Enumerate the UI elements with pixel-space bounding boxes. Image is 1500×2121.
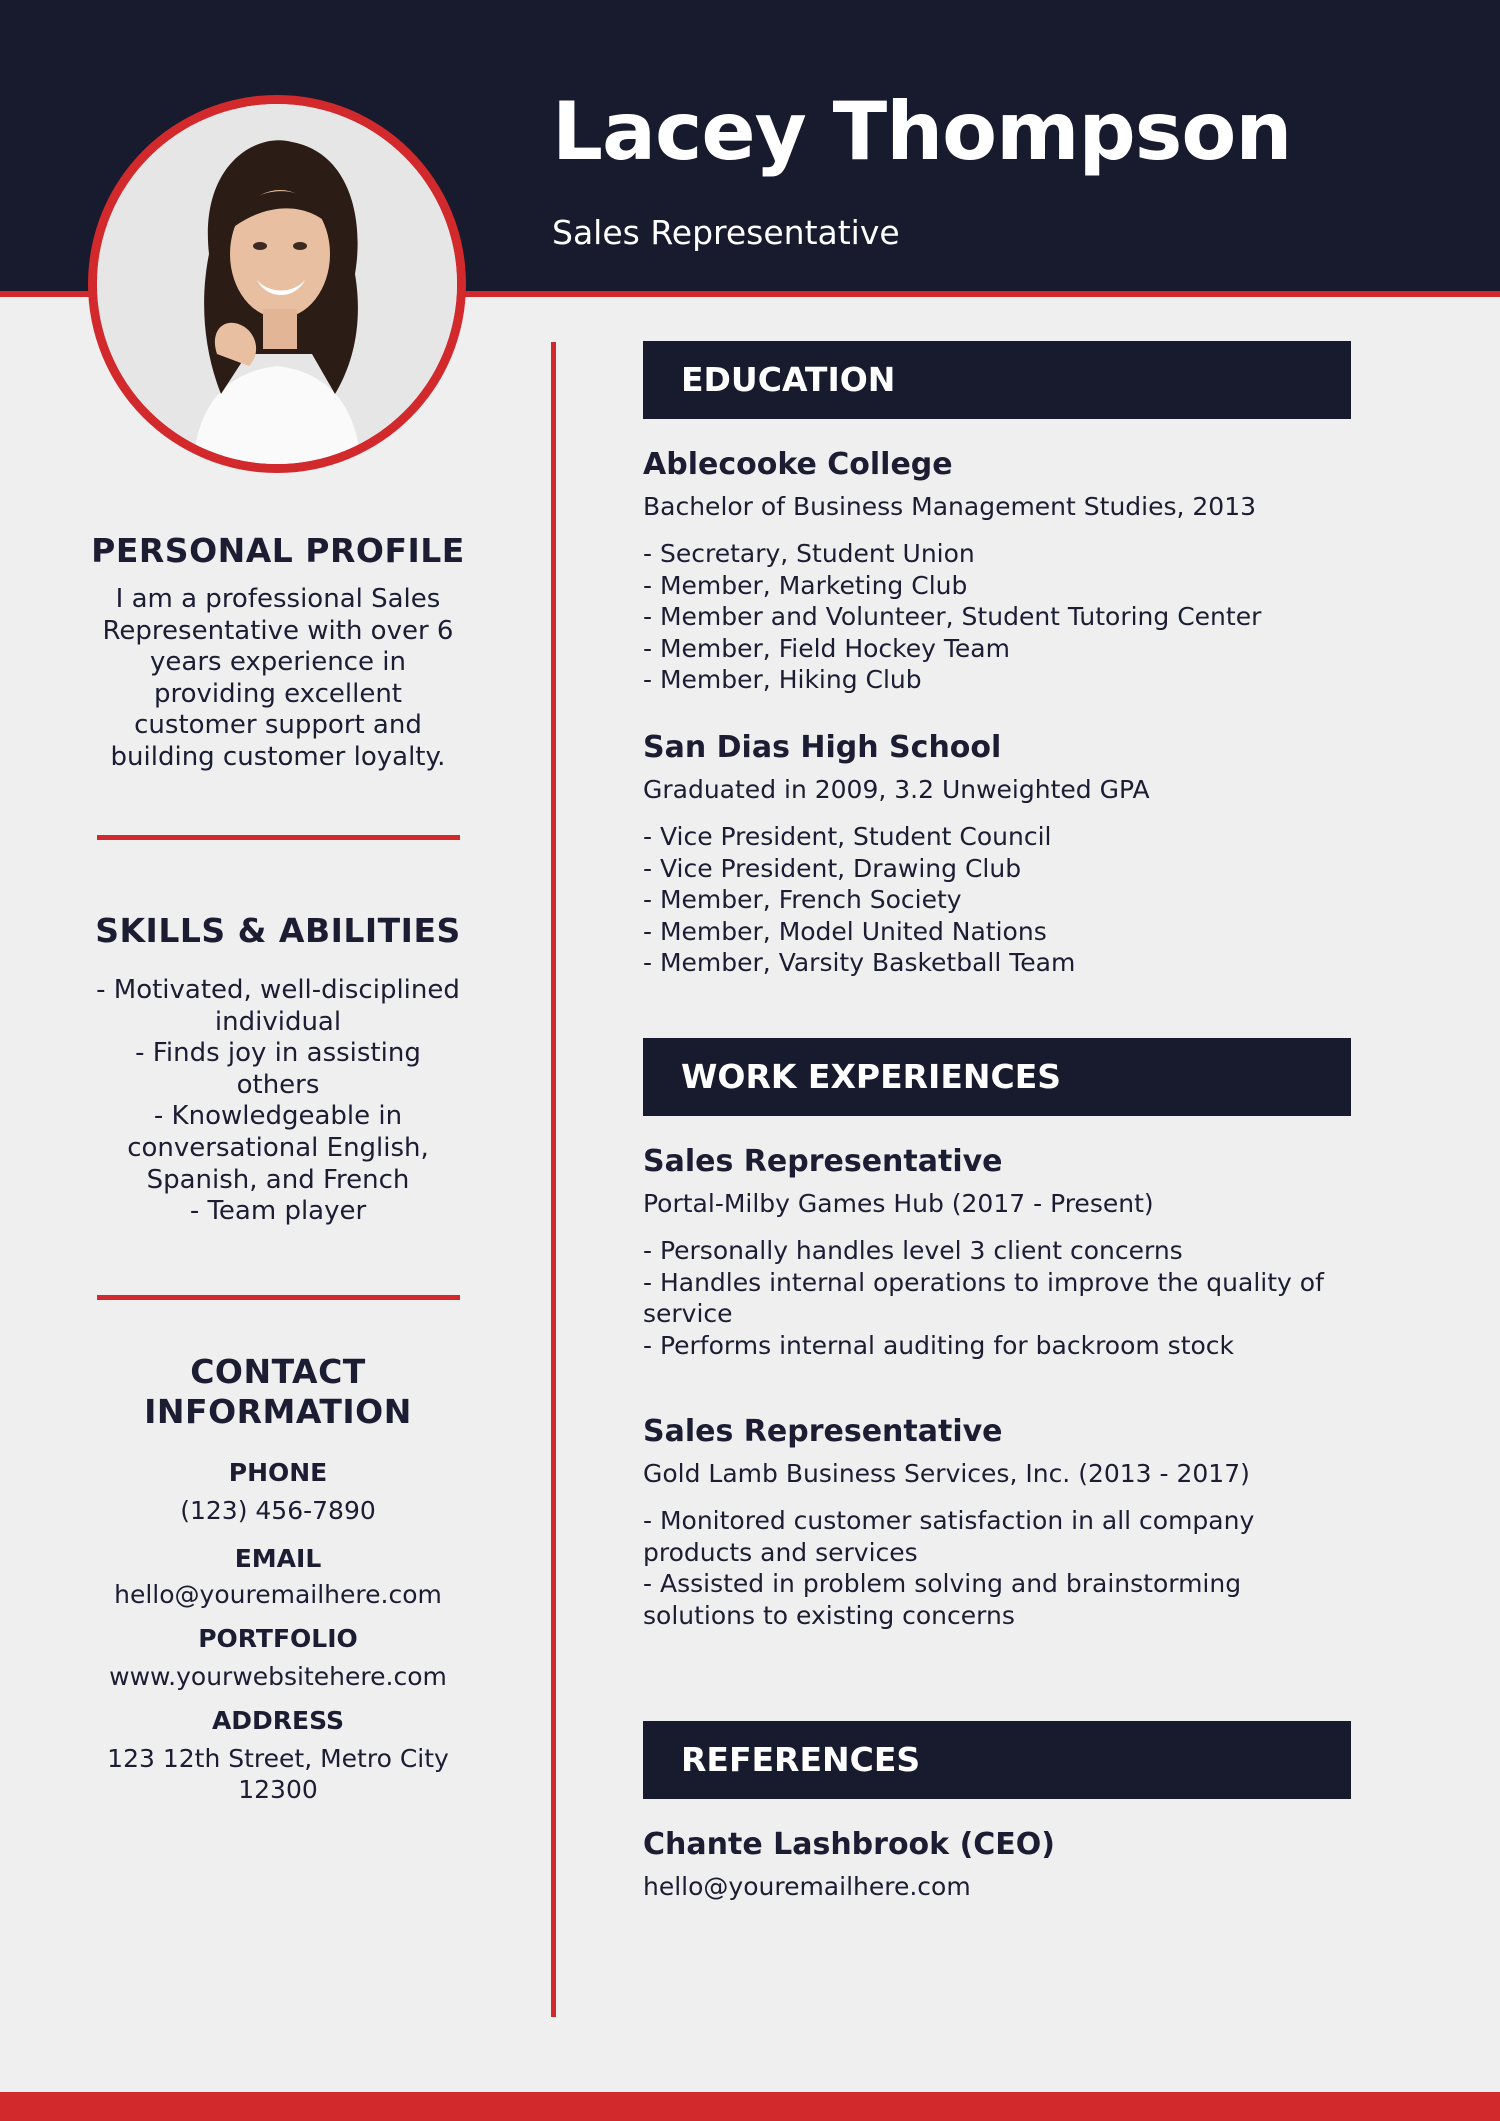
- education-heading: EDUCATION: [643, 341, 1351, 419]
- reference-name: Chante Lashbrook (CEO): [643, 1827, 1056, 1862]
- phone-value: (123) 456-7890: [180, 1496, 376, 1525]
- profile-line: building customer loyalty.: [110, 741, 446, 772]
- skills-section: [88, 911, 468, 1228]
- job-company: Portal-Milby Games Hub (2017 - Present): [643, 1189, 1154, 1218]
- references-heading: REFERENCES: [643, 1721, 1351, 1799]
- school-name: Ablecooke College: [643, 447, 953, 482]
- profile-line: providing excellent: [154, 678, 402, 709]
- activity-item: - Secretary, Student Union: [643, 539, 975, 568]
- activity-item: - Member, Hiking Club: [643, 665, 922, 695]
- phone-label: PHONE: [228, 1458, 328, 1487]
- skill-line: others: [236, 1069, 320, 1100]
- duty-item: - Handles internal operations to improve the quality of: [643, 1267, 1324, 1297]
- work-entry: [643, 1413, 1383, 1631]
- reference-email: hello@youremailhere.com: [643, 1872, 971, 1901]
- work-entry: [643, 1143, 1383, 1361]
- reference-entry: [643, 1826, 1383, 1902]
- skill-line: - Knowledgeable in: [153, 1101, 403, 1132]
- skill-line: - Team player: [189, 1196, 367, 1227]
- address-line: 123 12th Street, Metro City: [107, 1744, 449, 1773]
- job-title: Sales Representative: [643, 1144, 1003, 1179]
- activity-item: - Member, Model United Nations: [643, 916, 1047, 946]
- duty-list: [643, 1505, 1383, 1631]
- address-line: 12300: [238, 1775, 318, 1804]
- education-entry: [643, 729, 1383, 979]
- contact-section: [88, 1352, 468, 1805]
- profile-line: customer support and: [134, 710, 422, 741]
- activity-item: - Member, Field Hockey Team: [643, 633, 1010, 663]
- skills-list: [88, 975, 468, 1228]
- job-company: Gold Lamb Business Services, Inc. (2013 - 2017): [643, 1459, 1250, 1488]
- contact-heading-line2: INFORMATION: [144, 1392, 412, 1431]
- duty-item: products and services: [643, 1537, 918, 1567]
- school-detail: Graduated in 2009, 3.2 Unweighted GPA: [643, 775, 1150, 804]
- candidate-name: Lacey Thompson: [552, 85, 1292, 178]
- duty-item: - Performs internal auditing for backroom stock: [643, 1330, 1235, 1360]
- activity-item: - Member, Marketing Club: [643, 570, 968, 600]
- personal-profile-section: [88, 531, 468, 774]
- email-label: EMAIL: [234, 1544, 322, 1573]
- contact-heading: [88, 1352, 468, 1432]
- personal-profile-text: [88, 584, 468, 774]
- portrait-illustration: [97, 104, 457, 464]
- skill-line: - Finds joy in assisting: [135, 1038, 421, 1069]
- education-entry: [643, 446, 1383, 696]
- address-label: ADDRESS: [211, 1706, 345, 1735]
- footer-accent-bar: [0, 2092, 1500, 2121]
- work-heading: WORK EXPERIENCES: [643, 1038, 1351, 1116]
- skill-line: individual: [214, 1006, 342, 1037]
- school-name: San Dias High School: [643, 730, 1002, 765]
- skill-line: - Motivated, well-disciplined: [96, 975, 460, 1005]
- activity-item: - Member and Volunteer, Student Tutoring Center: [643, 602, 1262, 632]
- activity-item: - Vice President, Student Council: [643, 822, 1052, 851]
- portfolio-value: www.yourwebsitehere.com: [109, 1662, 447, 1691]
- profile-line: I am a professional Sales: [115, 584, 441, 614]
- profile-photo: [97, 104, 457, 464]
- duty-item: - Assisted in problem solving and brainstorming: [643, 1569, 1242, 1599]
- school-detail: Bachelor of Business Management Studies, 2013: [643, 492, 1257, 521]
- contact-heading-line1: CONTACT: [190, 1352, 366, 1391]
- duty-item: service: [643, 1299, 733, 1329]
- section-divider: [97, 835, 460, 840]
- candidate-role: Sales Representative: [552, 213, 900, 252]
- activity-item: - Member, Varsity Basketball Team: [643, 948, 1076, 978]
- duty-item: - Monitored customer satisfaction in all company: [643, 1506, 1255, 1535]
- duty-list: [643, 1235, 1383, 1361]
- activity-item: - Vice President, Drawing Club: [643, 853, 1022, 883]
- profile-line: years experience in: [150, 647, 406, 678]
- activity-list: [643, 821, 1383, 979]
- duty-item: - Personally handles level 3 client concerns: [643, 1236, 1183, 1265]
- portfolio-label: PORTFOLIO: [198, 1624, 358, 1653]
- profile-line: Representative with over 6: [102, 615, 454, 646]
- personal-profile-heading: PERSONAL PROFILE: [91, 531, 465, 570]
- skill-line: Spanish, and French: [146, 1164, 410, 1195]
- skill-line: conversational English,: [127, 1132, 429, 1163]
- column-divider: [551, 342, 556, 2017]
- email-value: hello@youremailhere.com: [114, 1580, 442, 1609]
- activity-item: - Member, French Society: [643, 885, 962, 915]
- section-divider: [97, 1295, 460, 1300]
- address-value: [88, 1743, 468, 1805]
- duty-item: solutions to existing concerns: [643, 1600, 1015, 1630]
- profile-photo-frame: [88, 95, 466, 473]
- activity-list: [643, 538, 1383, 696]
- job-title: Sales Representative: [643, 1414, 1003, 1449]
- skills-heading: SKILLS & ABILITIES: [95, 911, 461, 950]
